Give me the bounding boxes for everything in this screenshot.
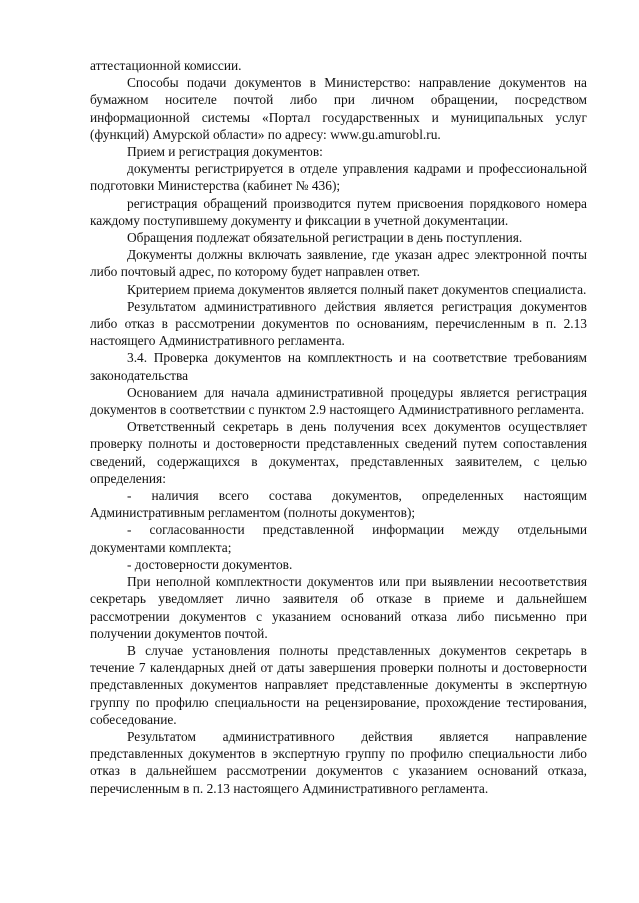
list-item-consistency: - согласованности представленной информации между отдельными документами комплекта; (90, 522, 587, 555)
paragraph-procedure-basis: Основанием для начала административной процедуры является регистрация документов в соответствии с пунктом 2.9 настоящего Административного регламента. (90, 384, 587, 418)
paragraph-registration-heading: Прием и регистрация документов: (127, 144, 323, 160)
paragraph-registration-numbering: регистрация обращений производится путем присвоения порядкового номера каждому поступившему документу и фиксации в учетной документации. (90, 195, 587, 228)
paragraph-registration-department: документы регистрируется в отделе управления кадрами и профессиональной подготовки Министерства (кабинет № 436); (90, 161, 587, 194)
paragraph-incomplete-set: При неполной комплектности документов или при выявлении несоответствия секретарь уведомляет лично заявителя об отказе в приеме и дальнейшем рассмотрении документов с указанием оснований отказа либо письменно при получении документов почтой. (90, 574, 587, 641)
paragraph-acceptance-criterion: Критерием приема документов является полный пакет документов специалиста. (127, 281, 587, 297)
paragraph-registration-same-day: Обращения подлежат обязательной регистрации в день поступления. (127, 230, 523, 246)
list-item-reliability: - достоверности документов. (127, 556, 293, 572)
paragraph-action-result-referral: Результатом административного действия является направление представленных документов в экспертную группу по профилю специальности либо отказ в дальнейшем рассмотрении документов с указанием оснований отказа, перечисленным в п. 2.13 настоящего Административного регламента. (90, 728, 587, 796)
document-page (90, 57, 587, 797)
paragraph-action-result-registration: Результатом административного действия является регистрация документов либо отказ в рассмотрении документов по основаниям, перечисленным в п. 2.13 настоящего Административного регламента. (90, 298, 587, 349)
paragraph-complete-set: В случае установления полноты представленных документов секретарь в течение 7 календарных дней от даты завершения проверки полноты и достоверности представленных документов направляет представленные документы в экспертную группу по профилю специальности на рецензирование, прохождение тестирования, собеседование. (90, 642, 587, 727)
paragraph-submission-methods: Способы подачи документов в Министерство: направление документов на бумажном носителе почтой либо при личном обращении, посредством информационной системы «Портал государственных и муниципальных услуг (функций) Амурской области» по адресу: www.gu.amurobl.ru. (90, 75, 587, 142)
paragraph-continuation: аттестационной комиссии. (90, 58, 242, 73)
paragraph-application-contents: Документы должны включать заявление, где указан адрес электронной почты либо почтовый адрес, по которому будет направлен ответ. (90, 247, 587, 280)
section-heading-3-4: 3.4. Проверка документов на комплектность и на соответствие требованиям законодательства (90, 350, 587, 383)
list-item-completeness: - наличия всего состава документов, определенных настоящим Административным регламентом (полноты документов); (90, 488, 587, 521)
paragraph-secretary-check: Ответственный секретарь в день получения всех документов осуществляет проверку полноты и достоверности представленных сведений путем сопоставления сведений, содержащихся в документах, представленных заявителем, с целью определения: (90, 419, 587, 486)
